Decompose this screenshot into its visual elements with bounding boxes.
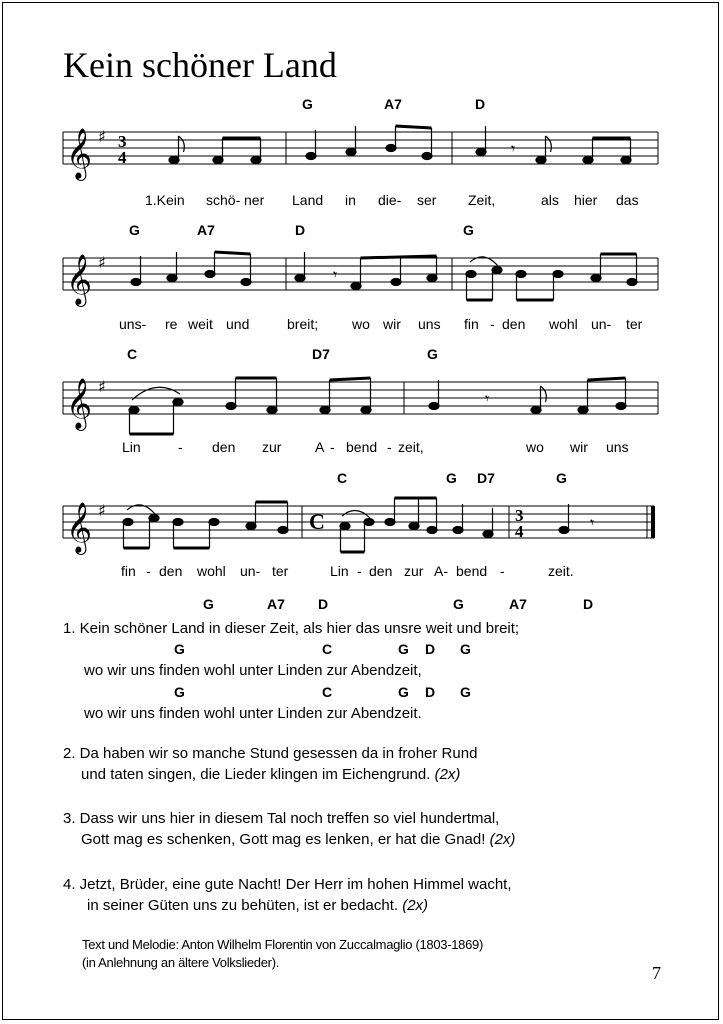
- lyric: schö-: [206, 192, 241, 208]
- staff: [0, 218, 723, 328]
- verse-chord: A7: [509, 596, 527, 612]
- lyric: ter: [626, 316, 643, 332]
- lyric: fin: [464, 316, 479, 332]
- treble-clef-icon: 𝄞: [66, 378, 93, 429]
- verse-chord: G: [460, 684, 471, 700]
- lyric: das: [616, 192, 639, 208]
- verse-chord: D: [425, 641, 436, 657]
- lyric: den: [159, 563, 183, 579]
- lyric: -: [500, 563, 505, 579]
- chord: A7: [384, 96, 402, 112]
- lyric: un-: [591, 316, 612, 332]
- lyric: Lin: [122, 439, 141, 455]
- lyric: zeit,: [398, 439, 424, 455]
- chord: G: [463, 222, 474, 238]
- lyric: zeit.: [548, 563, 574, 579]
- lyric: den: [502, 316, 526, 332]
- lyric: bend: [346, 439, 378, 455]
- lyric: wir: [570, 439, 588, 455]
- verse-chord: D: [583, 596, 594, 612]
- verse-1-line-2: wo wir uns finden wohl unter Linden zur Abendzeit,: [84, 662, 422, 679]
- verse-3-line-1: 3. Dass wir uns hier in diesem Tal noch treffen so viel hundertmal,: [63, 810, 500, 827]
- lyric: -: [387, 439, 392, 455]
- verse-chord: D: [425, 684, 436, 700]
- lyric: und: [226, 316, 250, 332]
- lyric: 1.Kein: [145, 192, 185, 208]
- verse-chord: C: [322, 684, 333, 700]
- music-system-4: [0, 466, 723, 588]
- lyric: Land: [292, 192, 324, 208]
- verse-1-line-1: 1. Kein schöner Land in dieser Zeit, als hier das unsre weit und breit;: [63, 620, 520, 637]
- staff: [0, 342, 723, 452]
- chord: C: [337, 470, 348, 486]
- lyric: -: [357, 563, 362, 579]
- lyric: -: [330, 439, 335, 455]
- common-time-icon: C: [309, 509, 325, 534]
- lyric: Zeit,: [468, 192, 496, 208]
- music-system-1: [0, 92, 723, 214]
- verse-text: Gott mag es schenken, Gott mag es lenken, er hat die Gnad!: [81, 831, 486, 848]
- lyric: A: [315, 439, 325, 455]
- rest-icon: 𝄾: [333, 265, 338, 284]
- lyric: -: [178, 439, 183, 455]
- lyric: wo: [526, 439, 544, 455]
- lyric: den: [369, 563, 393, 579]
- verse-chord: G: [453, 596, 464, 612]
- sharp-icon: ♯: [98, 501, 106, 520]
- chord: C: [127, 346, 138, 362]
- lyric: un-: [240, 563, 261, 579]
- repeat-mark: (2x): [489, 831, 516, 848]
- verse-chord: A7: [267, 596, 285, 612]
- lyric: re: [165, 316, 178, 332]
- repeat-mark: (2x): [434, 766, 461, 783]
- verse-chord: G: [203, 596, 214, 612]
- verse-chord: G: [398, 641, 409, 657]
- chord: G: [446, 470, 457, 486]
- svg-text:4: 4: [118, 148, 127, 167]
- chord: D: [295, 222, 306, 238]
- chord: D7: [312, 346, 330, 362]
- credit-line-1: Text und Melodie: Anton Wilhelm Florentin von Zuccalmaglio (1803-1869): [82, 937, 483, 952]
- lyric: uns: [418, 316, 441, 332]
- lyric: wo: [352, 316, 370, 332]
- lyric: -: [490, 316, 495, 332]
- treble-clef-icon: 𝄞: [66, 128, 93, 179]
- chord: G: [129, 222, 140, 238]
- verse-chord: C: [322, 641, 333, 657]
- lyric: zur: [262, 439, 282, 455]
- verse-chord: G: [460, 641, 471, 657]
- lyric: die-: [378, 192, 402, 208]
- verse-chord: G: [174, 641, 185, 657]
- lyric: fin: [121, 563, 136, 579]
- chord: D7: [477, 470, 495, 486]
- song-title: Kein schöner Land: [63, 45, 337, 85]
- music-system-3: [0, 342, 723, 464]
- sharp-icon: ♯: [98, 253, 106, 272]
- lyric: weit: [188, 316, 213, 332]
- staff: [0, 466, 723, 576]
- svg-text:4: 4: [515, 522, 524, 541]
- verse-chord: G: [398, 684, 409, 700]
- verse-chord: G: [174, 684, 185, 700]
- sharp-icon: ♯: [98, 377, 106, 396]
- lyric: ter: [272, 563, 289, 579]
- lyric: wir: [383, 316, 401, 332]
- rest-icon: 𝄾: [590, 513, 595, 532]
- lyric: bend: [456, 563, 488, 579]
- verse-4-line-2: [87, 897, 428, 914]
- staff: [0, 92, 723, 202]
- svg-text:3: 3: [515, 506, 524, 525]
- verse-2-line-2: [81, 766, 460, 783]
- lyric: ner: [244, 192, 265, 208]
- sharp-icon: ♯: [98, 127, 106, 146]
- lyric: breit;: [287, 316, 319, 332]
- final-barline: [651, 506, 655, 538]
- treble-clef-icon: 𝄞: [66, 502, 93, 553]
- time-signature: 3: [118, 132, 127, 151]
- repeat-mark: (2x): [402, 897, 429, 914]
- chord: G: [427, 346, 438, 362]
- chord: A7: [197, 222, 215, 238]
- lyric: uns-: [119, 316, 147, 332]
- verse-1-line-3: wo wir uns finden wohl unter Linden zur Abendzeit.: [84, 705, 422, 722]
- lyric: wohl: [197, 563, 226, 579]
- lyric: ser: [417, 192, 437, 208]
- lyric: -: [146, 563, 151, 579]
- lyric: uns: [606, 439, 629, 455]
- verse-2-line-1: 2. Da haben wir so manche Stund gesessen da in froher Rund: [63, 745, 478, 762]
- lyric: in: [345, 192, 356, 208]
- music-system-2: [0, 218, 723, 340]
- lyric: Lin: [330, 563, 349, 579]
- lyric: A-: [434, 563, 448, 579]
- chord: D: [475, 96, 486, 112]
- lyric: wohl: [549, 316, 578, 332]
- treble-clef-icon: 𝄞: [66, 254, 93, 305]
- rest-icon: 𝄾: [511, 139, 516, 158]
- rest-icon: 𝄾: [485, 389, 490, 408]
- verse-text: und taten singen, die Lieder klingen im Eichengrund.: [81, 766, 431, 783]
- verse-3-line-2: [81, 831, 515, 848]
- chord: G: [556, 470, 567, 486]
- lyric: den: [212, 439, 236, 455]
- credit-line-2: (in Anlehnung an ältere Volkslieder).: [82, 955, 280, 970]
- verse-4-line-1: 4. Jetzt, Brüder, eine gute Nacht! Der Herr im hohen Himmel wacht,: [63, 876, 512, 893]
- verse-text: in seiner Güten uns zu behüten, ist er bedacht.: [87, 897, 399, 914]
- chord: G: [302, 96, 313, 112]
- verse-chord: D: [318, 596, 329, 612]
- lyric: als: [541, 192, 559, 208]
- page-number: 7: [652, 963, 661, 983]
- lyric: zur: [404, 563, 424, 579]
- lyric: hier: [574, 192, 598, 208]
